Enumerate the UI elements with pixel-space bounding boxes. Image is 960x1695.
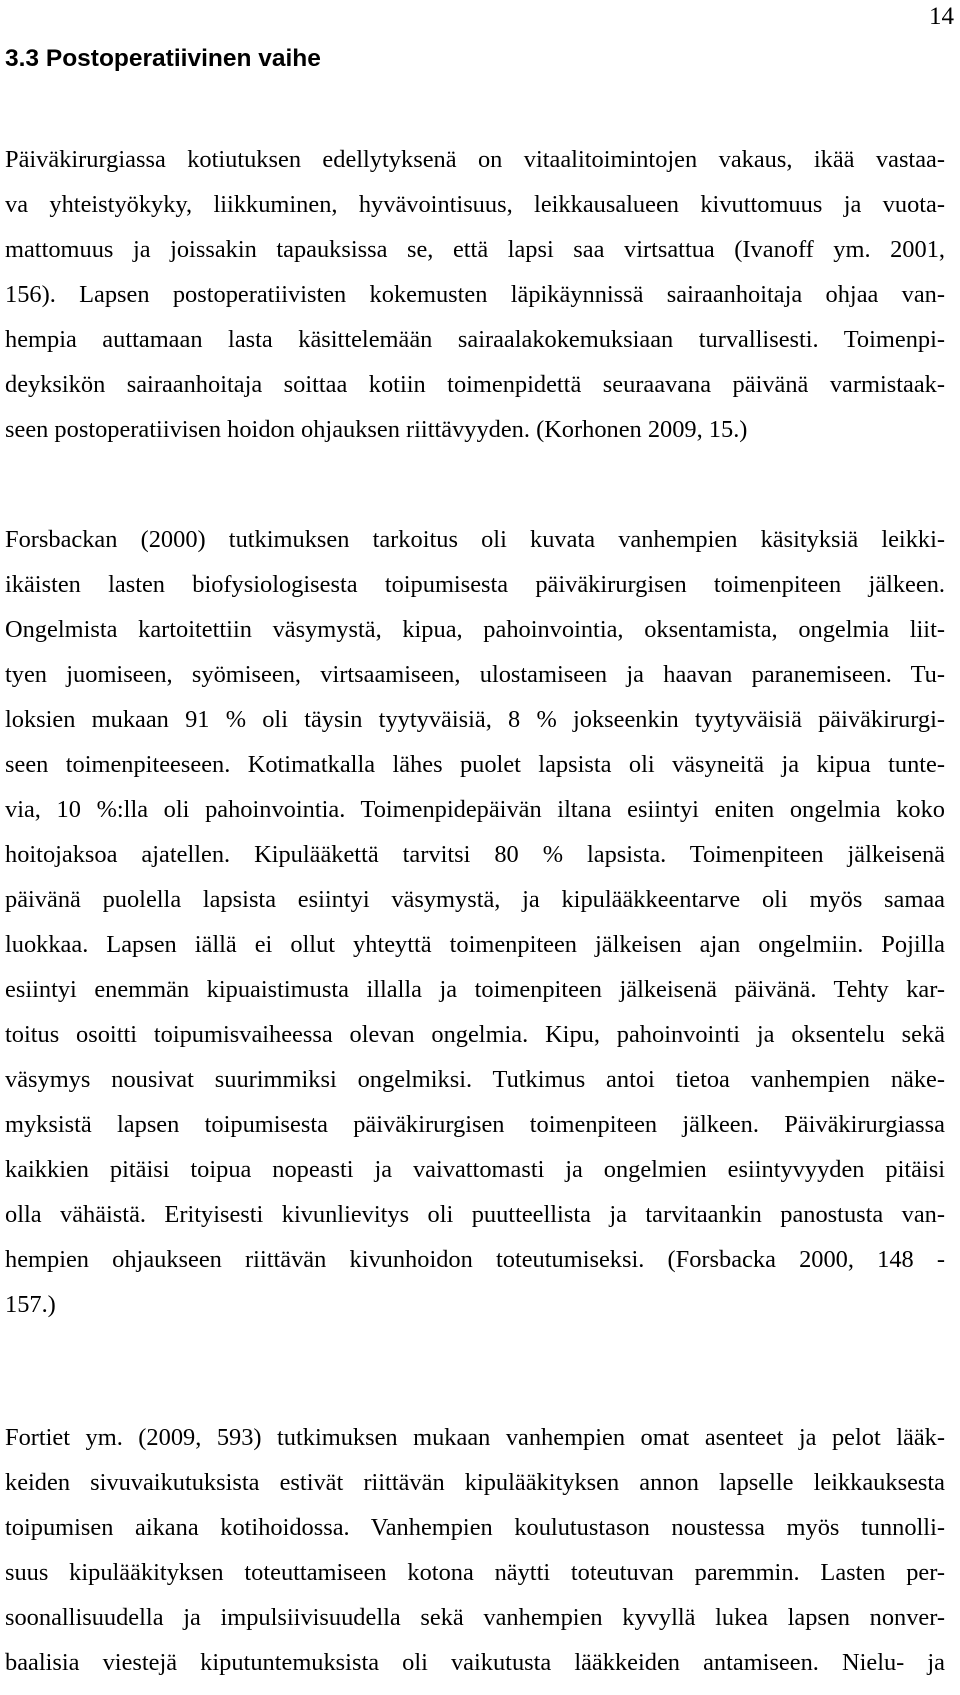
text-line: baalisia viestejä kiputuntemuksista oli vaikutusta lääkkeiden antamiseen. Nielu- ja xyxy=(5,1649,945,1676)
text-line: via, 10 %:lla oli pahoinvointia. Toimenpidepäivän iltana esiintyi eniten ongelmia koko xyxy=(5,796,945,823)
text-line: deyksikön sairaanhoitaja soittaa kotiin toimenpidettä seuraavana päivänä varmistaak- xyxy=(5,371,945,398)
text-line: olla vähäistä. Erityisesti kivunlievitys oli puutteellista ja tarvitaankin panostusta van- xyxy=(5,1201,945,1228)
paragraph-kotiutus xyxy=(5,137,945,452)
text-line: suus kipulääkityksen toteuttamiseen kotona näytti toteutuvan paremmin. Lasten per- xyxy=(5,1559,945,1586)
text-line: Forsbackan (2000) tutkimuksen tarkoitus oli kuvata vanhempien käsityksiä leikki- xyxy=(5,526,945,553)
text-line: seen postoperatiivisen hoidon ohjauksen riittävyyden. (Korhonen 2009, 15.) xyxy=(5,416,748,443)
text-line: Ongelmista kartoitettiin väsymystä, kipua, pahoinvointia, oksentamista, ongelmia liit- xyxy=(5,616,945,643)
text-line: päivänä puolella lapsista esiintyi väsymystä, ja kipulääkkeentarve oli myös samaa xyxy=(5,886,945,913)
text-line: 157.) xyxy=(5,1291,56,1318)
text-line: soonallisuudella ja impulsiivisuudella sekä vanhempien kyvyllä lukea lapsen nonver- xyxy=(5,1604,945,1631)
text-line: tyen juomiseen, syömiseen, virtsaamiseen, ulostamiseen ja haavan paranemiseen. Tu- xyxy=(5,661,945,688)
text-line: keiden sivuvaikutuksista estivät riittävän kipulääkityksen annon lapselle leikkauksesta xyxy=(5,1469,945,1496)
text-line: va yhteistyökyky, liikkuminen, hyvävointisuus, leikkausalueen kivuttomuus ja vuota- xyxy=(5,191,945,218)
text-line: mattomuus ja joissakin tapauksissa se, että lapsi saa virtsattua (Ivanoff ym. 2001, xyxy=(5,236,945,263)
page-number: 14 xyxy=(929,3,954,30)
text-line: loksien mukaan 91 % oli täysin tyytyväisiä, 8 % jokseenkin tyytyväisiä päiväkirurgi- xyxy=(5,706,945,733)
text-line: 156). Lapsen postoperatiivisten kokemusten läpikäynnissä sairaanhoitaja ohjaa van- xyxy=(5,281,945,308)
text-line: hoitojaksoa ajatellen. Kipulääkettä tarvitsi 80 % lapsista. Toimenpiteen jälkeisenä xyxy=(5,841,945,868)
text-line: kaikkien pitäisi toipua nopeasti ja vaivattomasti ja ongelmien esiintyvyyden pitäisi xyxy=(5,1156,945,1183)
section-heading: 3.3 Postoperatiivinen vaihe xyxy=(5,45,321,72)
text-line: Fortiet ym. (2009, 593) tutkimuksen mukaan vanhempien omat asenteet ja pelot lääk- xyxy=(5,1424,945,1451)
text-line: esiintyi enemmän kipuaistimusta illalla ja toimenpiteen jälkeisenä päivänä. Tehty kar- xyxy=(5,976,945,1003)
text-line: väsymys nousivat suurimmiksi ongelmiksi. Tutkimus antoi tietoa vanhempien näke- xyxy=(5,1066,945,1093)
text-line: toitus osoitti toipumisvaiheessa olevan ongelmia. Kipu, pahoinvointi ja oksentelu sekä xyxy=(5,1021,945,1048)
text-line: seen toimenpiteeseen. Kotimatkalla lähes puolet lapsista oli väsyneitä ja kipua tunte- xyxy=(5,751,945,778)
text-line: ikäisten lasten biofysiologisesta toipumisesta päiväkirurgisen toimenpiteen jälkeen. xyxy=(5,571,945,598)
text-line: myksistä lapsen toipumisesta päiväkirurgisen toimenpiteen jälkeen. Päiväkirurgiassa xyxy=(5,1111,945,1138)
text-line: hempien ohjaukseen riittävän kivunhoidon toteutumiseksi. (Forsbacka 2000, 148 - xyxy=(5,1246,945,1273)
text-line: Päiväkirurgiassa kotiutuksen edellytyksenä on vitaalitoimintojen vakaus, ikää vastaa- xyxy=(5,146,945,173)
paragraph-fortiet xyxy=(5,1415,945,1685)
text-line: hempia auttamaan lasta käsittelemään sairaalakokemuksiaan turvallisesti. Toimenpi- xyxy=(5,326,945,353)
text-line: luokkaa. Lapsen iällä ei ollut yhteyttä toimenpiteen jälkeisen ajan ongelmiin. Pojilla xyxy=(5,931,945,958)
text-line: toipumisen aikana kotihoidossa. Vanhempien koulutustason noustessa myös tunnolli- xyxy=(5,1514,945,1541)
paragraph-forsbacka xyxy=(5,517,945,1327)
